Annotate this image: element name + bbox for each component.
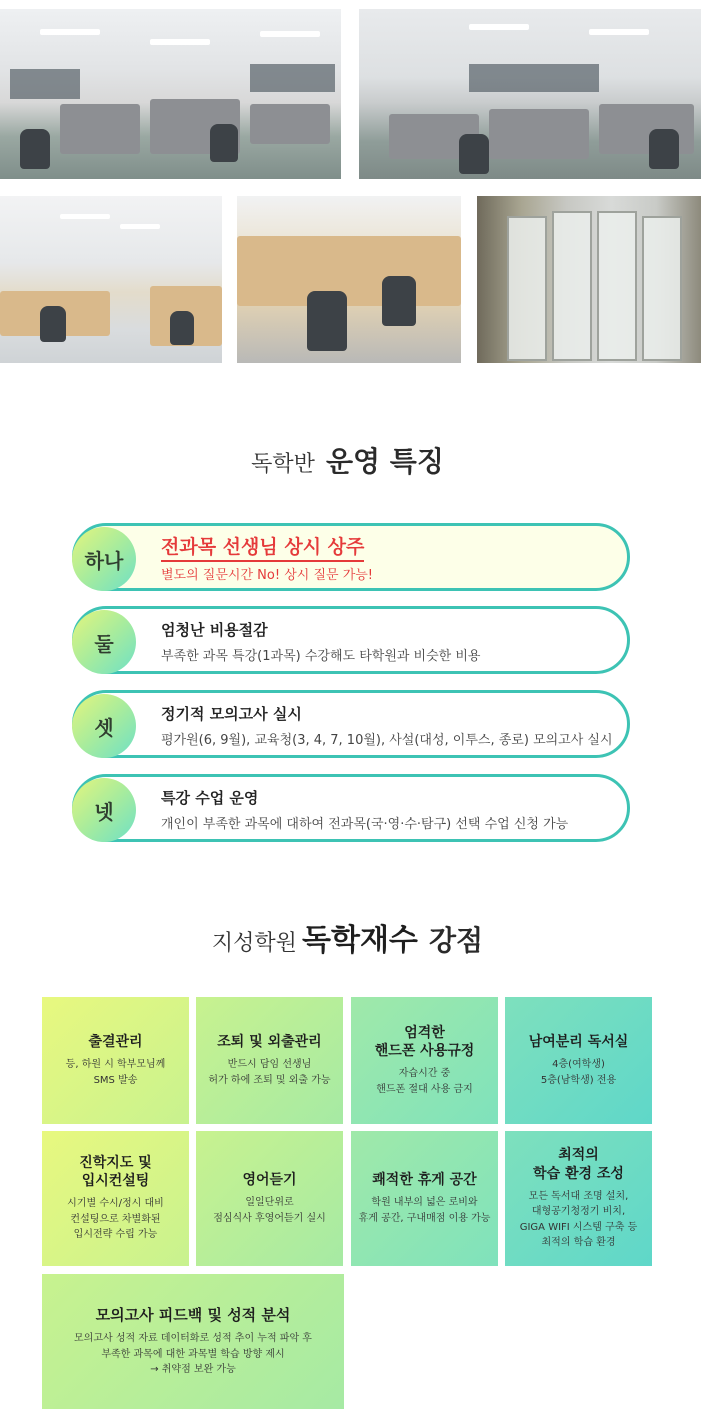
classroom-photo-2: [359, 9, 701, 179]
card-desc: 모의고사 성적 자료 데이터화로 성적 추이 누적 파악 후 부족한 과목에 대한 과목별 학습 방향 제시 → 취약점 보완 가능: [74, 1333, 312, 1375]
card-title: 조퇴 및 외출관리: [217, 1033, 322, 1050]
feature-row-1: [72, 523, 630, 591]
card-title: 진학지도 및 입시컨설팅: [79, 1155, 152, 1190]
card-desc: 4층(여학생) 5층(남학생) 전용: [540, 1059, 617, 1086]
feature-desc: 부족한 과목 특강(1과목) 수강해도 타학원과 비슷한 비용: [161, 649, 481, 664]
heading-sub: 독학반: [251, 452, 315, 477]
feature-badge: 하나: [72, 527, 136, 591]
study-room-photo-2: [237, 196, 461, 363]
heading-highlight: 강점: [423, 919, 489, 959]
card-title: 영어듣기: [242, 1171, 297, 1188]
card-desc: 학원 내부의 넓은 로비와 휴게 공간, 구내매점 이용 가능: [358, 1197, 491, 1224]
feature-row-4: [72, 774, 630, 842]
feature-desc: 평가원(6, 9월), 교육청(3, 4, 7, 10월), 사설(대성, 이투스, 종로) 모의고사 실시: [161, 733, 613, 748]
strength-card-lounge: [351, 1131, 498, 1266]
strength-card-mock-exam: [42, 1274, 344, 1409]
feature-title: 정기적 모의고사 실시: [161, 705, 302, 723]
card-desc: 반드시 담임 선생님 허가 하에 조퇴 및 외출 가능: [208, 1059, 331, 1086]
strength-card-phone: [351, 997, 498, 1124]
strength-card-reading-room: [505, 997, 652, 1124]
feature-desc: 개인이 부족한 과목에 대하여 전과목(국·영·수·탐구) 선택 수업 신청 가능: [161, 817, 569, 832]
heading-big: 독학재수: [301, 923, 418, 958]
card-title: 모의고사 피드백 및 성적 분석: [95, 1305, 291, 1324]
card-desc: 모든 독서대 조명 설치, 대형공기청정기 비치, GIGA WIFI 시스템 구축 등 최적의 학습 환경: [519, 1190, 638, 1249]
card-title: 쾌적한 휴게 공간: [372, 1171, 477, 1188]
card-desc: 시기별 수시/정시 대비 컨설팅으로 차별화된 입시전략 수립 가능: [67, 1198, 164, 1241]
strength-card-attendance: [42, 997, 189, 1124]
feature-badge: 셋: [72, 694, 136, 758]
feature-row-2: [72, 606, 630, 674]
card-title: 최적의 학습 환경 조성: [533, 1147, 624, 1182]
card-desc: 등, 하원 시 학부모님께 SMS 발송: [65, 1059, 166, 1086]
strength-card-listening: [196, 1131, 343, 1266]
feature-title: 특강 수업 운영: [161, 789, 259, 807]
card-title: 출결관리: [88, 1033, 143, 1050]
study-room-photo-1: [0, 196, 222, 363]
feature-row-3: [72, 690, 630, 758]
card-desc: 자습시간 중 핸드폰 절대 사용 금지: [376, 1068, 473, 1095]
operation-features-heading: [0, 440, 701, 480]
feature-title: 전과목 선생님 상시 상주: [161, 532, 364, 562]
feature-desc: 별도의 질문시간 No! 상시 질문 가능!: [161, 568, 374, 583]
feature-badge: 둘: [72, 610, 136, 674]
heading-sub: 지성학원: [211, 931, 297, 956]
card-title: 엄격한 핸드폰 사용규정: [374, 1024, 475, 1059]
classroom-photo-1: [0, 9, 341, 179]
strength-card-environment: [505, 1131, 652, 1266]
strengths-heading: [0, 915, 701, 959]
heading-highlight: 운영 특징: [320, 440, 450, 480]
strength-card-consulting: [42, 1131, 189, 1266]
strength-card-leave: [196, 997, 343, 1124]
card-desc: 일일단위로 점심식사 후영어듣기 실시: [213, 1197, 326, 1224]
glass-door-photo: [477, 196, 701, 363]
feature-badge: 넷: [72, 778, 136, 842]
card-title: 남여분리 독서실: [528, 1033, 629, 1050]
feature-title: 엄청난 비용절감: [161, 621, 268, 639]
